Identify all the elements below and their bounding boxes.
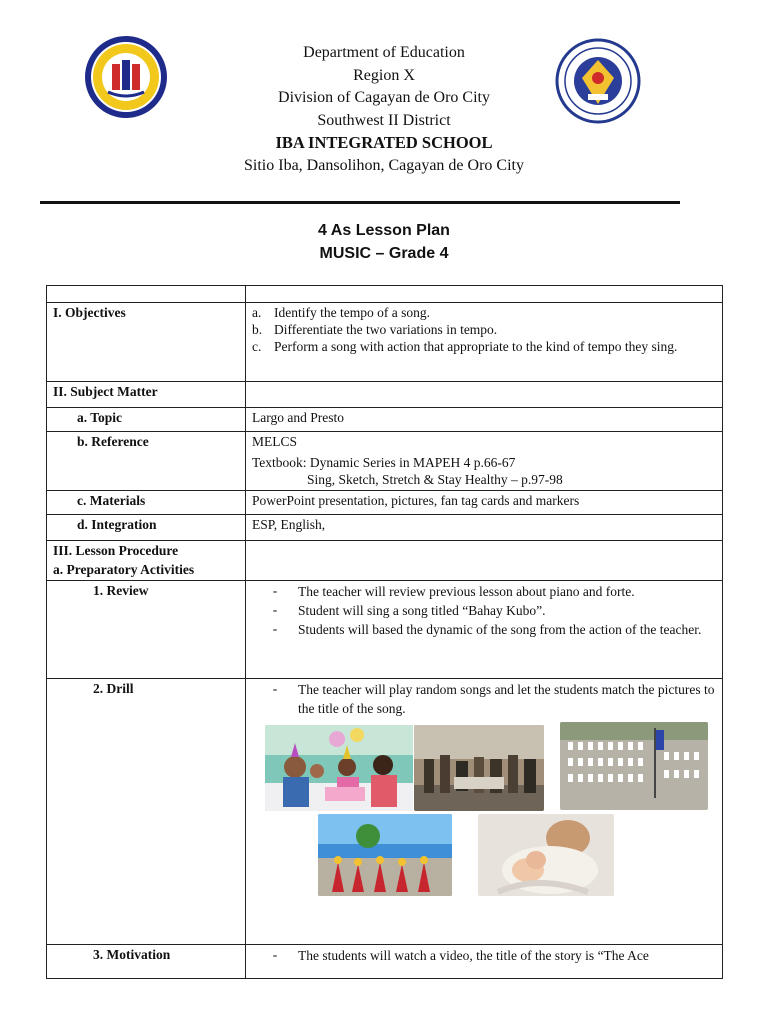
students-assembly-photo	[560, 722, 708, 810]
dept-name: Department of Education	[303, 44, 465, 61]
table-row	[47, 515, 723, 541]
title-line2: MUSIC – Grade 4	[319, 245, 449, 262]
list-item: c. Perform a song with action that appropriate to the kind of tempo they sing.	[252, 339, 678, 354]
table-row	[47, 286, 723, 303]
motivation-label: 3. Motivation	[93, 947, 171, 962]
school-address: Sitio Iba, Dansolihon, Cagayan de Oro City	[244, 156, 524, 174]
table-row	[47, 382, 723, 408]
materials-value: PowerPoint presentation, pictures, fan tag cards and markers	[246, 491, 723, 515]
drill-pictures	[252, 718, 716, 908]
lesson-procedure-label: III. Lesson Procedure	[53, 543, 179, 558]
header-divider	[40, 201, 680, 204]
list-item: b. Differentiate the two variations in tempo.	[252, 322, 498, 337]
list-item: - The teacher will review previous lesson about piano and forte.	[272, 583, 635, 599]
review-list	[246, 581, 723, 679]
festival-dancers-photo	[318, 814, 452, 896]
list-item: a. Identify the tempo of a song.	[252, 305, 430, 320]
objectives-list	[246, 303, 723, 382]
reference-value: MELCS Textbook: Dynamic Series in MAPEH 4 p.66-67 Sing, Sketch, Stretch & Stay Healthy – p.97-98	[246, 432, 723, 491]
table-row	[47, 303, 723, 382]
subject-matter-label: II. Subject Matter	[47, 382, 246, 408]
materials-label: c. Materials	[77, 493, 146, 508]
table-row	[47, 408, 723, 432]
table-row	[47, 541, 723, 581]
table-row	[47, 432, 723, 491]
school-name: IBA INTEGRATED SCHOOL	[275, 133, 493, 152]
mother-baby-photo	[478, 814, 614, 896]
title-line1: 4 As Lesson Plan	[318, 222, 450, 239]
table-row	[47, 679, 723, 945]
drill-label: 2. Drill	[93, 681, 134, 696]
topic-value: Largo and Presto	[246, 408, 723, 432]
objectives-label: I. Objectives	[47, 303, 246, 382]
drill-content	[246, 679, 723, 945]
list-item: - The teacher will play random songs and let the students match the pictures to the title of the song.	[272, 681, 715, 716]
reference-label: b. Reference	[77, 434, 149, 449]
list-item: - Students will based the dynamic of the song from the action of the teacher.	[272, 621, 702, 637]
integration-label: d. Integration	[77, 517, 157, 532]
integration-value: ESP, English,	[246, 515, 723, 541]
funeral-procession-photo	[414, 725, 544, 811]
region-name: Region X	[353, 66, 415, 84]
list-item: - The students will watch a video, the title of the story is “The Ace	[272, 947, 649, 963]
table-row	[47, 581, 723, 679]
motivation-content	[246, 945, 723, 979]
document-title	[0, 219, 768, 265]
table-row	[47, 945, 723, 979]
topic-label: a. Topic	[77, 410, 123, 425]
lesson-plan-table	[46, 285, 723, 979]
birthday-party-photo	[265, 725, 413, 811]
review-label: 1. Review	[93, 583, 149, 598]
division-name: Division of Cagayan de Oro City	[278, 89, 490, 106]
preparatory-label: a. Preparatory Activities	[53, 562, 195, 577]
table-row	[47, 491, 723, 515]
letterhead	[0, 42, 768, 177]
list-item: - Student will sing a song titled “Bahay Kubo”.	[272, 602, 546, 618]
district-name: Southwest II District	[317, 111, 451, 129]
